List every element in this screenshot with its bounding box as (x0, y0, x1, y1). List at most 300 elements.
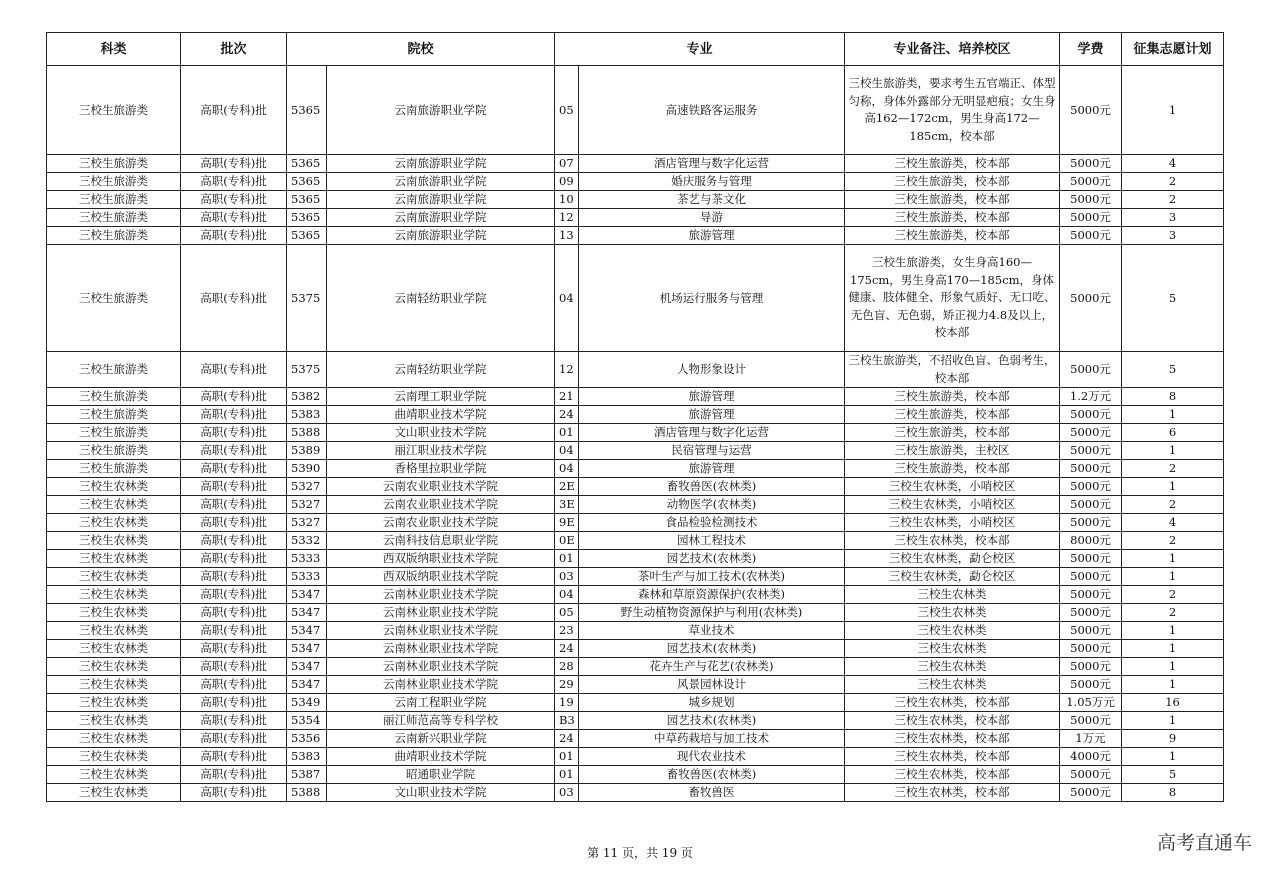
table-row (47, 406, 1224, 424)
fee-cell: 5000元 (1060, 658, 1122, 676)
school-name-cell: 云南旅游职业学院 (327, 209, 555, 227)
category-cell: 三校生农林类 (47, 586, 181, 604)
table-row (47, 209, 1224, 227)
category-cell: 三校生旅游类 (47, 406, 181, 424)
major-code-cell: 23 (555, 622, 579, 640)
fee-cell: 5000元 (1060, 209, 1122, 227)
fee-cell: 5000元 (1060, 586, 1122, 604)
school-code-cell: 5347 (287, 622, 327, 640)
table-row (47, 568, 1224, 586)
major-name-cell: 酒店管理与数字化运营 (579, 424, 845, 442)
category-cell: 三校生旅游类 (47, 388, 181, 406)
school-name-cell: 昭通职业学院 (327, 766, 555, 784)
note-cell: 三校生旅游类，校本部 (845, 191, 1060, 209)
watermark-logo-text: 高考直通车 (1156, 832, 1252, 854)
school-code-cell: 5375 (287, 352, 327, 388)
school-code-cell: 5327 (287, 478, 327, 496)
fee-cell: 5000元 (1060, 622, 1122, 640)
fee-cell: 5000元 (1060, 514, 1122, 532)
fee-cell: 5000元 (1060, 550, 1122, 568)
table-row (47, 532, 1224, 550)
major-code-cell: 24 (555, 406, 579, 424)
school-name-cell: 云南新兴职业学院 (327, 730, 555, 748)
header-plan: 征集志愿计划 (1122, 33, 1224, 66)
batch-cell: 高职(专科)批 (181, 352, 287, 388)
school-name-cell: 云南农业职业技术学院 (327, 514, 555, 532)
table-row (47, 604, 1224, 622)
major-code-cell: 01 (555, 550, 579, 568)
batch-cell: 高职(专科)批 (181, 550, 287, 568)
school-code-cell: 5333 (287, 550, 327, 568)
fee-cell: 5000元 (1060, 478, 1122, 496)
school-code-cell: 5388 (287, 424, 327, 442)
school-code-cell: 5333 (287, 568, 327, 586)
major-code-cell: 12 (555, 352, 579, 388)
plan-cell: 1 (1122, 748, 1224, 766)
batch-cell: 高职(专科)批 (181, 155, 287, 173)
note-cell: 三校生旅游类，不招收色盲、色弱考生，校本部 (845, 352, 1060, 388)
category-cell: 三校生农林类 (47, 568, 181, 586)
major-code-cell: 01 (555, 748, 579, 766)
header-note: 专业备注、培养校区 (845, 33, 1060, 66)
school-code-cell: 5349 (287, 694, 327, 712)
school-code-cell: 5365 (287, 66, 327, 155)
plan-cell: 3 (1122, 227, 1224, 245)
school-code-cell: 5327 (287, 496, 327, 514)
fee-cell: 5000元 (1060, 173, 1122, 191)
note-cell: 三校生农林类，校本部 (845, 784, 1060, 802)
major-code-cell: 07 (555, 155, 579, 173)
table-body (47, 66, 1224, 802)
school-name-cell: 云南理工职业学院 (327, 388, 555, 406)
note-cell: 三校生农林类 (845, 676, 1060, 694)
table-row (47, 66, 1224, 155)
fee-cell: 8000元 (1060, 532, 1122, 550)
school-code-cell: 5365 (287, 173, 327, 191)
school-name-cell: 云南农业职业技术学院 (327, 496, 555, 514)
major-name-cell: 食品检验检测技术 (579, 514, 845, 532)
note-cell: 三校生农林类，校本部 (845, 712, 1060, 730)
school-code-cell: 5327 (287, 514, 327, 532)
major-code-cell: 21 (555, 388, 579, 406)
fee-cell: 5000元 (1060, 424, 1122, 442)
major-name-cell: 婚庆服务与管理 (579, 173, 845, 191)
school-name-cell: 云南旅游职业学院 (327, 155, 555, 173)
table-row (47, 460, 1224, 478)
plan-cell: 2 (1122, 460, 1224, 478)
plan-cell: 1 (1122, 442, 1224, 460)
plan-cell: 2 (1122, 586, 1224, 604)
plan-cell: 1 (1122, 568, 1224, 586)
major-name-cell: 导游 (579, 209, 845, 227)
major-name-cell: 风景园林设计 (579, 676, 845, 694)
batch-cell: 高职(专科)批 (181, 532, 287, 550)
batch-cell: 高职(专科)批 (181, 496, 287, 514)
school-name-cell: 云南工程职业学院 (327, 694, 555, 712)
plan-cell: 2 (1122, 604, 1224, 622)
school-code-cell: 5365 (287, 191, 327, 209)
batch-cell: 高职(专科)批 (181, 227, 287, 245)
major-code-cell: 05 (555, 604, 579, 622)
category-cell: 三校生旅游类 (47, 460, 181, 478)
major-code-cell: 04 (555, 245, 579, 352)
major-name-cell: 酒店管理与数字化运营 (579, 155, 845, 173)
note-cell: 三校生旅游类，校本部 (845, 460, 1060, 478)
school-code-cell: 5356 (287, 730, 327, 748)
category-cell: 三校生农林类 (47, 478, 181, 496)
major-name-cell: 民宿管理与运营 (579, 442, 845, 460)
note-cell: 三校生旅游类，主校区 (845, 442, 1060, 460)
header-fee: 学费 (1060, 33, 1122, 66)
category-cell: 三校生农林类 (47, 712, 181, 730)
school-name-cell: 云南旅游职业学院 (327, 173, 555, 191)
fee-cell: 5000元 (1060, 227, 1122, 245)
page-number: 第 11 页，共 19 页 (587, 846, 693, 860)
table-row (47, 676, 1224, 694)
batch-cell: 高职(专科)批 (181, 712, 287, 730)
plan-cell: 5 (1122, 245, 1224, 352)
major-name-cell: 旅游管理 (579, 460, 845, 478)
batch-cell: 高职(专科)批 (181, 748, 287, 766)
school-name-cell: 西双版纳职业技术学院 (327, 568, 555, 586)
category-cell: 三校生农林类 (47, 532, 181, 550)
school-name-cell: 云南林业职业技术学院 (327, 622, 555, 640)
school-code-cell: 5382 (287, 388, 327, 406)
plan-cell: 4 (1122, 155, 1224, 173)
note-cell: 三校生农林类 (845, 586, 1060, 604)
table-row (47, 748, 1224, 766)
batch-cell: 高职(专科)批 (181, 766, 287, 784)
table-row (47, 424, 1224, 442)
fee-cell: 1.05万元 (1060, 694, 1122, 712)
school-name-cell: 云南旅游职业学院 (327, 227, 555, 245)
major-code-cell: 10 (555, 191, 579, 209)
major-name-cell: 中草药栽培与加工技术 (579, 730, 845, 748)
plan-cell: 3 (1122, 209, 1224, 227)
major-code-cell: 09 (555, 173, 579, 191)
table-row (47, 173, 1224, 191)
major-name-cell: 旅游管理 (579, 227, 845, 245)
major-name-cell: 人物形象设计 (579, 352, 845, 388)
fee-cell: 5000元 (1060, 442, 1122, 460)
fee-cell: 5000元 (1060, 496, 1122, 514)
category-cell: 三校生农林类 (47, 676, 181, 694)
major-name-cell: 旅游管理 (579, 388, 845, 406)
school-name-cell: 西双版纳职业技术学院 (327, 550, 555, 568)
header-school: 院校 (287, 33, 555, 66)
note-cell: 三校生农林类，小哨校区 (845, 514, 1060, 532)
note-cell: 三校生农林类，校本部 (845, 532, 1060, 550)
major-code-cell: B3 (555, 712, 579, 730)
school-name-cell: 文山职业技术学院 (327, 424, 555, 442)
major-code-cell: 28 (555, 658, 579, 676)
batch-cell: 高职(专科)批 (181, 730, 287, 748)
plan-cell: 1 (1122, 640, 1224, 658)
batch-cell: 高职(专科)批 (181, 388, 287, 406)
major-name-cell: 畜牧兽医(农林类) (579, 478, 845, 496)
batch-cell: 高职(专科)批 (181, 460, 287, 478)
plan-cell: 2 (1122, 496, 1224, 514)
fee-cell: 1.2万元 (1060, 388, 1122, 406)
school-code-cell: 5389 (287, 442, 327, 460)
note-cell: 三校生农林类，校本部 (845, 730, 1060, 748)
school-code-cell: 5332 (287, 532, 327, 550)
plan-cell: 1 (1122, 478, 1224, 496)
major-code-cell: 0E (555, 532, 579, 550)
header-category: 科类 (47, 33, 181, 66)
school-code-cell: 5365 (287, 209, 327, 227)
category-cell: 三校生旅游类 (47, 227, 181, 245)
category-cell: 三校生农林类 (47, 730, 181, 748)
batch-cell: 高职(专科)批 (181, 622, 287, 640)
major-code-cell: 24 (555, 640, 579, 658)
table-row (47, 766, 1224, 784)
plan-cell: 1 (1122, 66, 1224, 155)
note-cell: 三校生旅游类，校本部 (845, 424, 1060, 442)
major-name-cell: 畜牧兽医(农林类) (579, 766, 845, 784)
batch-cell: 高职(专科)批 (181, 784, 287, 802)
category-cell: 三校生农林类 (47, 640, 181, 658)
school-name-cell: 云南林业职业技术学院 (327, 676, 555, 694)
school-code-cell: 5347 (287, 658, 327, 676)
major-name-cell: 茶叶生产与加工技术(农林类) (579, 568, 845, 586)
school-code-cell: 5375 (287, 245, 327, 352)
school-name-cell: 丽江职业技术学院 (327, 442, 555, 460)
major-code-cell: 12 (555, 209, 579, 227)
table-row (47, 245, 1224, 352)
batch-cell: 高职(专科)批 (181, 191, 287, 209)
fee-cell: 4000元 (1060, 748, 1122, 766)
batch-cell: 高职(专科)批 (181, 604, 287, 622)
table-row (47, 514, 1224, 532)
category-cell: 三校生旅游类 (47, 209, 181, 227)
note-cell: 三校生农林类 (845, 640, 1060, 658)
note-cell: 三校生旅游类，校本部 (845, 388, 1060, 406)
batch-cell: 高职(专科)批 (181, 514, 287, 532)
plan-cell: 2 (1122, 191, 1224, 209)
plan-cell: 9 (1122, 730, 1224, 748)
school-name-cell: 云南旅游职业学院 (327, 191, 555, 209)
category-cell: 三校生农林类 (47, 748, 181, 766)
batch-cell: 高职(专科)批 (181, 658, 287, 676)
table-row (47, 550, 1224, 568)
note-cell: 三校生农林类，勐仑校区 (845, 568, 1060, 586)
school-code-cell: 5388 (287, 784, 327, 802)
school-name-cell: 云南林业职业技术学院 (327, 658, 555, 676)
note-cell: 三校生旅游类，女生身高160—175cm，男生身高170—185cm，身体健康、肢体健全、形象气质好、无口吃、无色盲、无色弱，矫正视力4.8及以上，校本部 (845, 245, 1060, 352)
school-name-cell: 云南轻纺职业学院 (327, 352, 555, 388)
major-code-cell: 05 (555, 66, 579, 155)
major-code-cell: 01 (555, 424, 579, 442)
table-row (47, 442, 1224, 460)
major-name-cell: 畜牧兽医 (579, 784, 845, 802)
school-code-cell: 5354 (287, 712, 327, 730)
major-name-cell: 机场运行服务与管理 (579, 245, 845, 352)
school-name-cell: 云南林业职业技术学院 (327, 640, 555, 658)
plan-cell: 16 (1122, 694, 1224, 712)
category-cell: 三校生旅游类 (47, 191, 181, 209)
note-cell: 三校生旅游类，校本部 (845, 155, 1060, 173)
batch-cell: 高职(专科)批 (181, 406, 287, 424)
major-name-cell: 城乡规划 (579, 694, 845, 712)
school-code-cell: 5347 (287, 640, 327, 658)
school-name-cell: 云南科技信息职业学院 (327, 532, 555, 550)
table-row (47, 388, 1224, 406)
fee-cell: 5000元 (1060, 460, 1122, 478)
table-row (47, 496, 1224, 514)
major-name-cell: 野生动植物资源保护与利用(农林类) (579, 604, 845, 622)
major-code-cell: 13 (555, 227, 579, 245)
major-name-cell: 园艺技术(农林类) (579, 712, 845, 730)
category-cell: 三校生农林类 (47, 514, 181, 532)
fee-cell: 5000元 (1060, 766, 1122, 784)
table-header-row (47, 33, 1224, 66)
category-cell: 三校生旅游类 (47, 442, 181, 460)
category-cell: 三校生旅游类 (47, 352, 181, 388)
major-code-cell: 03 (555, 568, 579, 586)
fee-cell: 5000元 (1060, 676, 1122, 694)
table-row (47, 622, 1224, 640)
batch-cell: 高职(专科)批 (181, 66, 287, 155)
batch-cell: 高职(专科)批 (181, 173, 287, 191)
school-name-cell: 云南旅游职业学院 (327, 66, 555, 155)
batch-cell: 高职(专科)批 (181, 694, 287, 712)
major-name-cell: 草业技术 (579, 622, 845, 640)
note-cell: 三校生旅游类，校本部 (845, 209, 1060, 227)
school-name-cell: 云南林业职业技术学院 (327, 604, 555, 622)
plan-cell: 1 (1122, 406, 1224, 424)
plan-cell: 1 (1122, 622, 1224, 640)
school-name-cell: 云南轻纺职业学院 (327, 245, 555, 352)
plan-cell: 4 (1122, 514, 1224, 532)
school-code-cell: 5387 (287, 766, 327, 784)
batch-cell: 高职(专科)批 (181, 245, 287, 352)
header-major: 专业 (555, 33, 845, 66)
plan-cell: 5 (1122, 352, 1224, 388)
school-code-cell: 5365 (287, 227, 327, 245)
category-cell: 三校生农林类 (47, 694, 181, 712)
fee-cell: 5000元 (1060, 568, 1122, 586)
table-row (47, 478, 1224, 496)
table-row (47, 658, 1224, 676)
school-name-cell: 云南林业职业技术学院 (327, 586, 555, 604)
note-cell: 三校生旅游类，要求考生五官端正、体型匀称，身体外露部分无明显疤痕；女生身高162—172cm，男生身高172—185cm，校本部 (845, 66, 1060, 155)
table-row (47, 640, 1224, 658)
fee-cell: 1万元 (1060, 730, 1122, 748)
note-cell: 三校生农林类，校本部 (845, 694, 1060, 712)
table-row (47, 712, 1224, 730)
fee-cell: 5000元 (1060, 406, 1122, 424)
category-cell: 三校生农林类 (47, 622, 181, 640)
batch-cell: 高职(专科)批 (181, 640, 287, 658)
plan-cell: 5 (1122, 766, 1224, 784)
major-code-cell: 2E (555, 478, 579, 496)
note-cell: 三校生农林类，校本部 (845, 748, 1060, 766)
table-row (47, 191, 1224, 209)
category-cell: 三校生农林类 (47, 604, 181, 622)
note-cell: 三校生农林类 (845, 658, 1060, 676)
category-cell: 三校生农林类 (47, 658, 181, 676)
major-code-cell: 04 (555, 586, 579, 604)
category-cell: 三校生农林类 (47, 550, 181, 568)
table-row (47, 155, 1224, 173)
fee-cell: 5000元 (1060, 604, 1122, 622)
school-name-cell: 文山职业技术学院 (327, 784, 555, 802)
batch-cell: 高职(专科)批 (181, 586, 287, 604)
school-code-cell: 5347 (287, 604, 327, 622)
school-code-cell: 5383 (287, 748, 327, 766)
table-row (47, 586, 1224, 604)
plan-cell: 6 (1122, 424, 1224, 442)
note-cell: 三校生农林类，勐仑校区 (845, 550, 1060, 568)
major-name-cell: 旅游管理 (579, 406, 845, 424)
plan-cell: 2 (1122, 173, 1224, 191)
plan-cell: 2 (1122, 532, 1224, 550)
plan-cell: 1 (1122, 658, 1224, 676)
category-cell: 三校生旅游类 (47, 173, 181, 191)
major-name-cell: 茶艺与茶文化 (579, 191, 845, 209)
category-cell: 三校生旅游类 (47, 155, 181, 173)
school-name-cell: 云南农业职业技术学院 (327, 478, 555, 496)
note-cell: 三校生旅游类，校本部 (845, 406, 1060, 424)
major-code-cell: 29 (555, 676, 579, 694)
school-code-cell: 5347 (287, 586, 327, 604)
fee-cell: 5000元 (1060, 66, 1122, 155)
major-code-cell: 04 (555, 442, 579, 460)
fee-cell: 5000元 (1060, 352, 1122, 388)
note-cell: 三校生农林类 (845, 622, 1060, 640)
batch-cell: 高职(专科)批 (181, 676, 287, 694)
fee-cell: 5000元 (1060, 191, 1122, 209)
category-cell: 三校生农林类 (47, 766, 181, 784)
header-batch: 批次 (181, 33, 287, 66)
fee-cell: 5000元 (1060, 784, 1122, 802)
major-code-cell: 24 (555, 730, 579, 748)
school-name-cell: 曲靖职业技术学院 (327, 748, 555, 766)
table-row (47, 694, 1224, 712)
batch-cell: 高职(专科)批 (181, 442, 287, 460)
school-code-cell: 5365 (287, 155, 327, 173)
plan-cell: 8 (1122, 784, 1224, 802)
batch-cell: 高职(专科)批 (181, 478, 287, 496)
batch-cell: 高职(专科)批 (181, 568, 287, 586)
batch-cell: 高职(专科)批 (181, 209, 287, 227)
category-cell: 三校生农林类 (47, 784, 181, 802)
note-cell: 三校生旅游类，校本部 (845, 173, 1060, 191)
school-code-cell: 5390 (287, 460, 327, 478)
fee-cell: 5000元 (1060, 155, 1122, 173)
major-code-cell: 19 (555, 694, 579, 712)
major-name-cell: 园艺技术(农林类) (579, 550, 845, 568)
note-cell: 三校生农林类，小哨校区 (845, 478, 1060, 496)
school-code-cell: 5347 (287, 676, 327, 694)
plan-cell: 1 (1122, 676, 1224, 694)
batch-cell: 高职(专科)批 (181, 424, 287, 442)
major-name-cell: 动物医学(农林类) (579, 496, 845, 514)
table-row (47, 352, 1224, 388)
major-code-cell: 9E (555, 514, 579, 532)
note-cell: 三校生农林类 (845, 604, 1060, 622)
admission-plan-table (46, 32, 1224, 802)
category-cell: 三校生旅游类 (47, 424, 181, 442)
major-code-cell: 3E (555, 496, 579, 514)
note-cell: 三校生农林类，校本部 (845, 766, 1060, 784)
category-cell: 三校生旅游类 (47, 66, 181, 155)
note-cell: 三校生旅游类，校本部 (845, 227, 1060, 245)
category-cell: 三校生旅游类 (47, 245, 181, 352)
fee-cell: 5000元 (1060, 712, 1122, 730)
plan-cell: 8 (1122, 388, 1224, 406)
